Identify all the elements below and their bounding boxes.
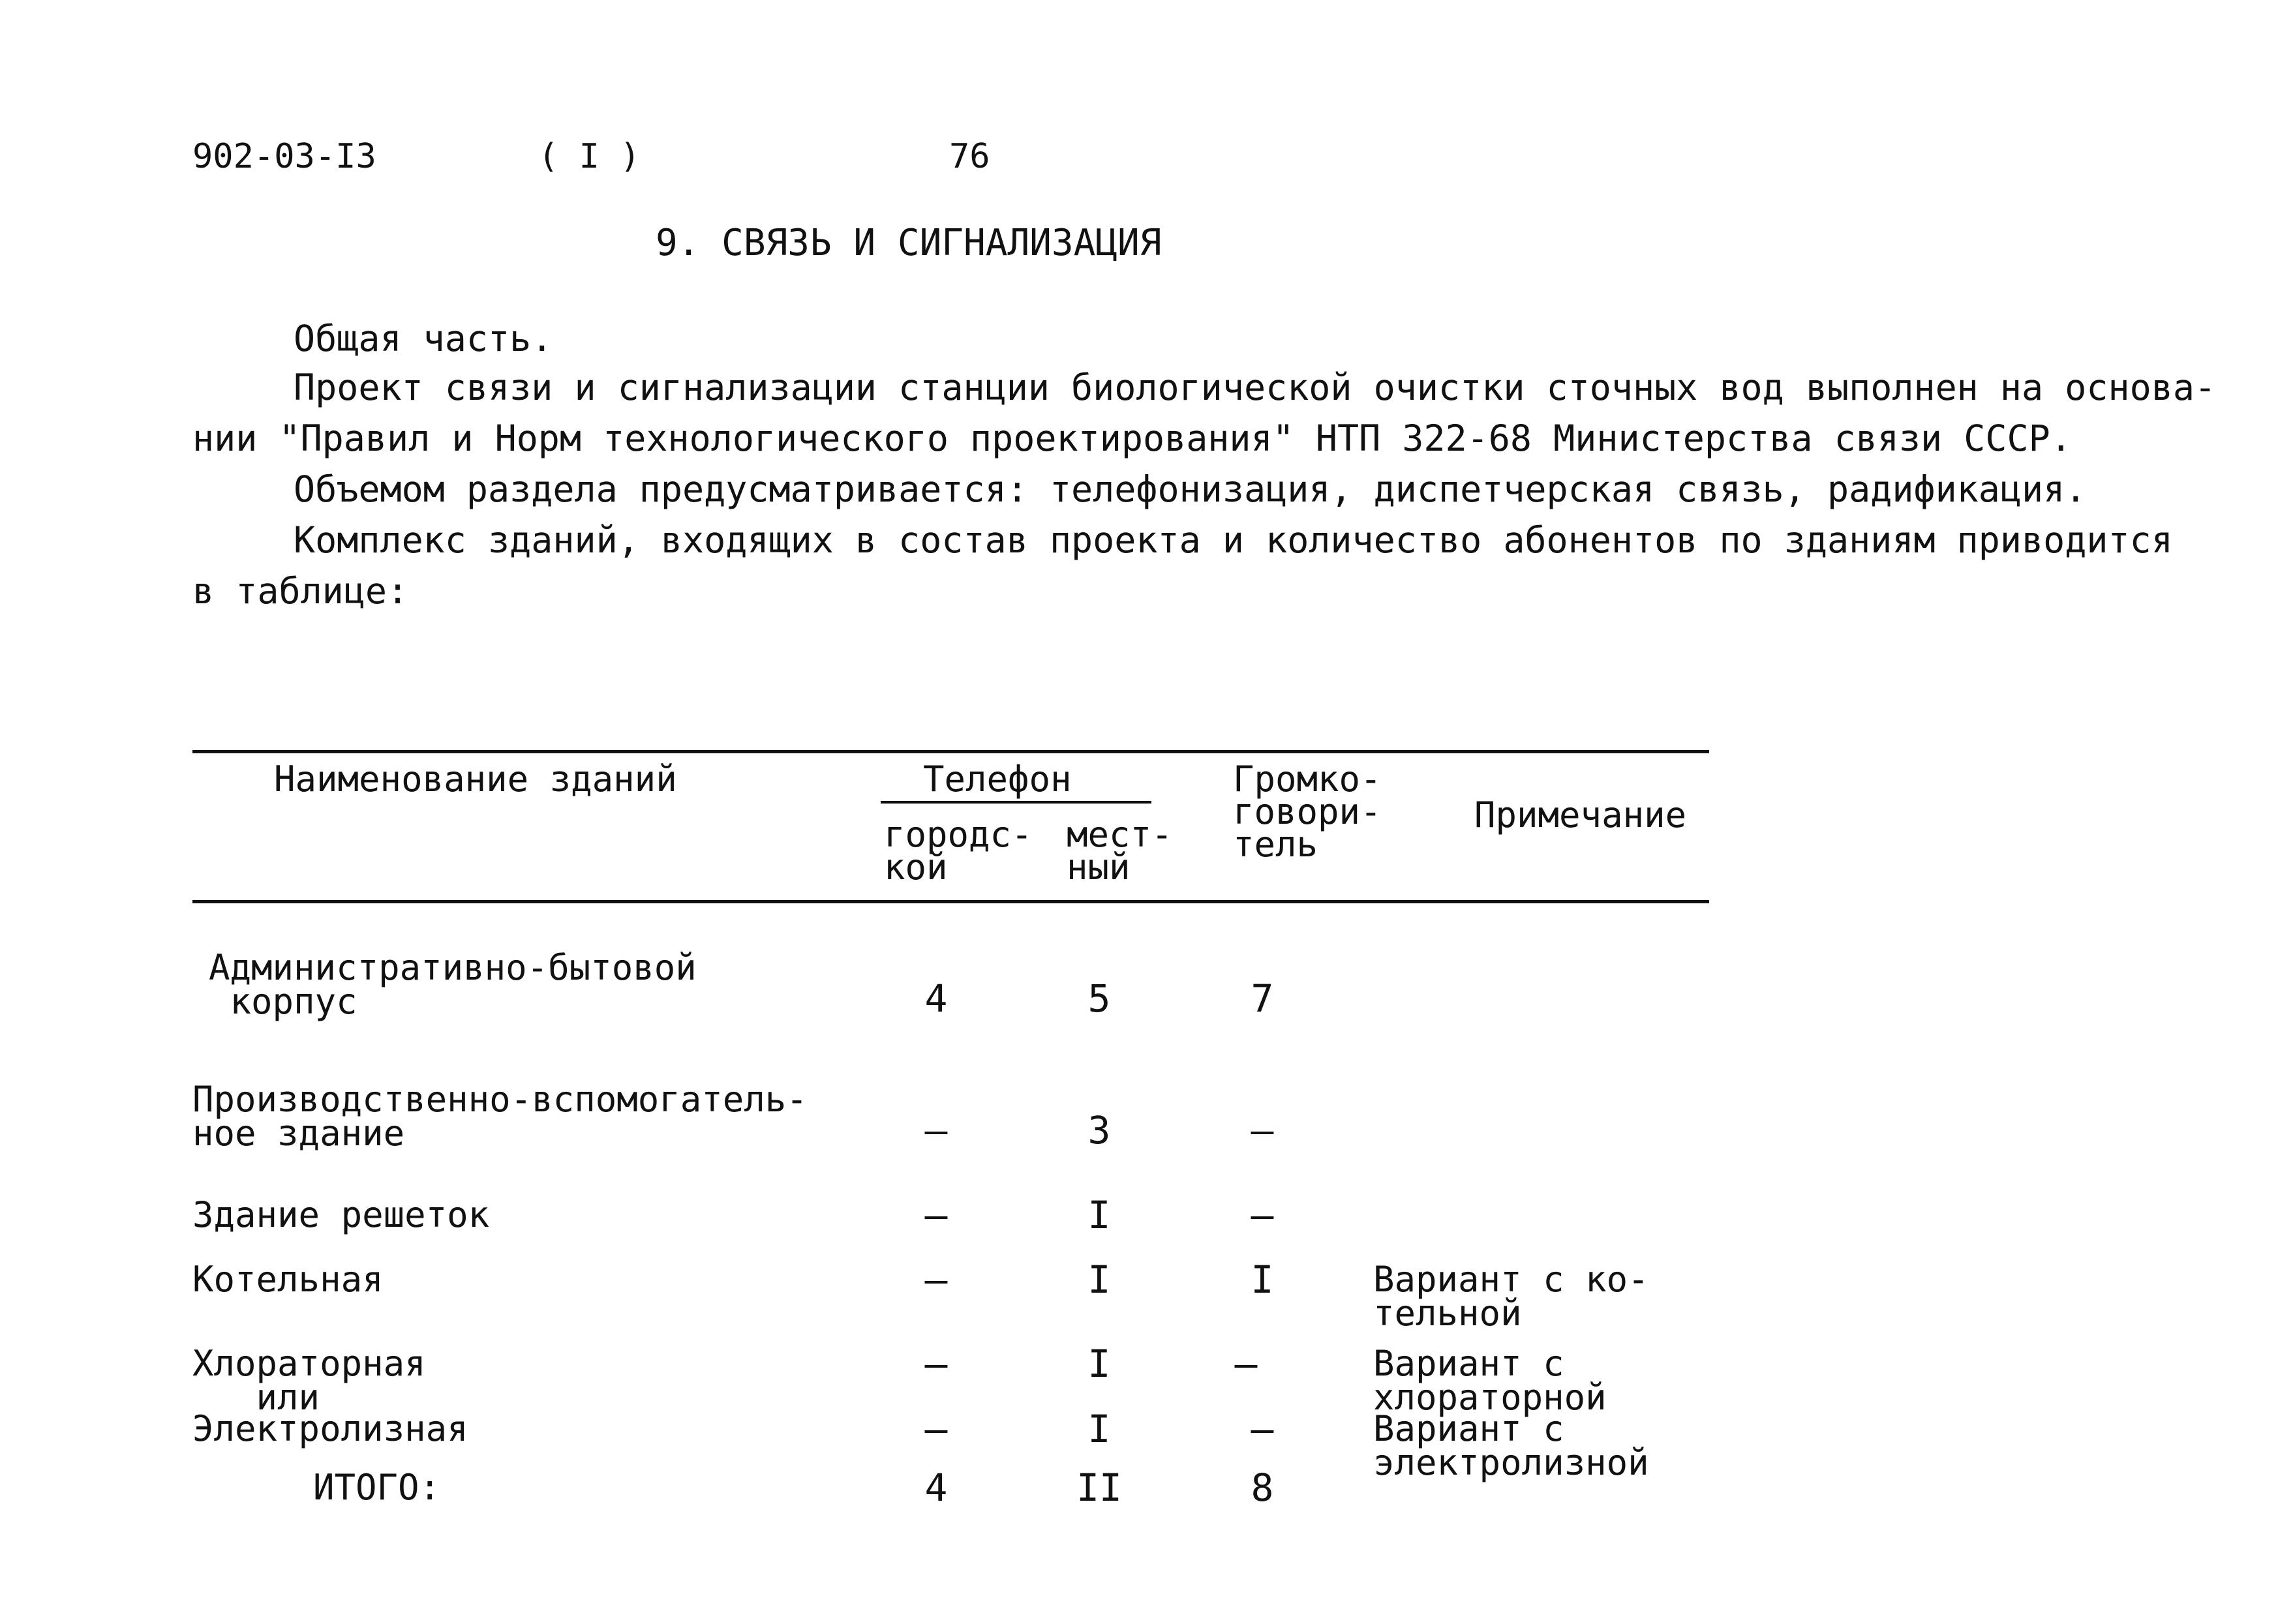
row-loudspeaker: –: [1251, 1108, 1274, 1152]
row-building-name: Производственно-вспомогатель- ное здание: [192, 1079, 808, 1154]
page-number: 76: [949, 137, 990, 176]
row-city-phone: –: [924, 1257, 948, 1302]
row-local-phone: I: [1087, 1193, 1111, 1237]
row-loudspeaker: 7: [1251, 976, 1274, 1021]
row-building-name: Здание решеток: [192, 1194, 490, 1235]
total-label: ИТОГО:: [313, 1467, 441, 1508]
total-local-phone: II: [1076, 1466, 1122, 1510]
row-local-phone: 3: [1087, 1108, 1111, 1152]
header-local-phone: мест- ный: [1067, 814, 1173, 888]
paragraph-complex-line1: Комплекс зданий, входящих в состав проекта и количество абонентов по зданиям приводится: [294, 519, 2173, 561]
row-building-name: Котельная: [192, 1259, 384, 1300]
paragraph-basis-line1: Проект связи и сигнализации станции биологической очистки сточных вод выполнен на основа-: [294, 367, 2217, 408]
row-city-phone: –: [924, 1407, 948, 1451]
row-city-phone: –: [924, 1108, 948, 1152]
row-note: Вариант с ко- тельной: [1373, 1259, 1649, 1334]
row-local-phone: 5: [1087, 976, 1111, 1021]
document-code: 902-03-I3: [192, 137, 376, 176]
row-city-phone: –: [924, 1193, 948, 1237]
row-loudspeaker: –: [1251, 1193, 1274, 1237]
paragraph-complex-line2: в таблице:: [192, 570, 409, 612]
paragraph-scope: Объемом раздела предусматривается: телефонизация, диспетчерская связь, радификация.: [294, 468, 2087, 510]
row-loudspeaker: –: [1251, 1407, 1274, 1451]
row-note: Вариант с электролизной: [1373, 1408, 1649, 1483]
paragraph-basis-line2: нии "Правил и Норм технологического проектирования" НТП 322-68 Министерства связи СССР.: [192, 417, 2072, 459]
document-part: ( I ): [538, 137, 641, 176]
row-loudspeaker: –: [1234, 1342, 1258, 1386]
total-city-phone: 4: [924, 1466, 948, 1510]
table-header-rule: [192, 900, 1709, 903]
row-building-name: Хлораторная или: [192, 1343, 426, 1418]
total-loudspeaker: 8: [1251, 1466, 1274, 1510]
row-loudspeaker: I: [1251, 1257, 1274, 1302]
header-loudspeaker: Громко- говори- тель: [1233, 759, 1382, 865]
row-city-phone: –: [924, 1342, 948, 1386]
row-building-name: Электролизная: [192, 1408, 468, 1449]
phone-group-underline: [881, 801, 1151, 804]
header-building-name: Наименование зданий: [274, 759, 677, 800]
row-note: Вариант с хлораторной: [1373, 1343, 1607, 1418]
section-title: 9. СВЯЗЬ И СИГНАЛИЗАЦИЯ: [656, 222, 1162, 264]
header-phone: Телефон: [923, 759, 1072, 800]
header-note: Примечание: [1474, 794, 1687, 835]
row-building-name: Административно-бытовой корпус: [209, 947, 697, 1022]
row-local-phone: I: [1087, 1342, 1111, 1386]
row-local-phone: I: [1087, 1407, 1111, 1451]
row-city-phone: 4: [924, 976, 948, 1021]
table-top-rule: [192, 750, 1709, 753]
header-city-phone: городс- кой: [884, 814, 1033, 888]
row-local-phone: I: [1087, 1257, 1111, 1302]
paragraph-intro: Общая часть.: [294, 318, 553, 359]
